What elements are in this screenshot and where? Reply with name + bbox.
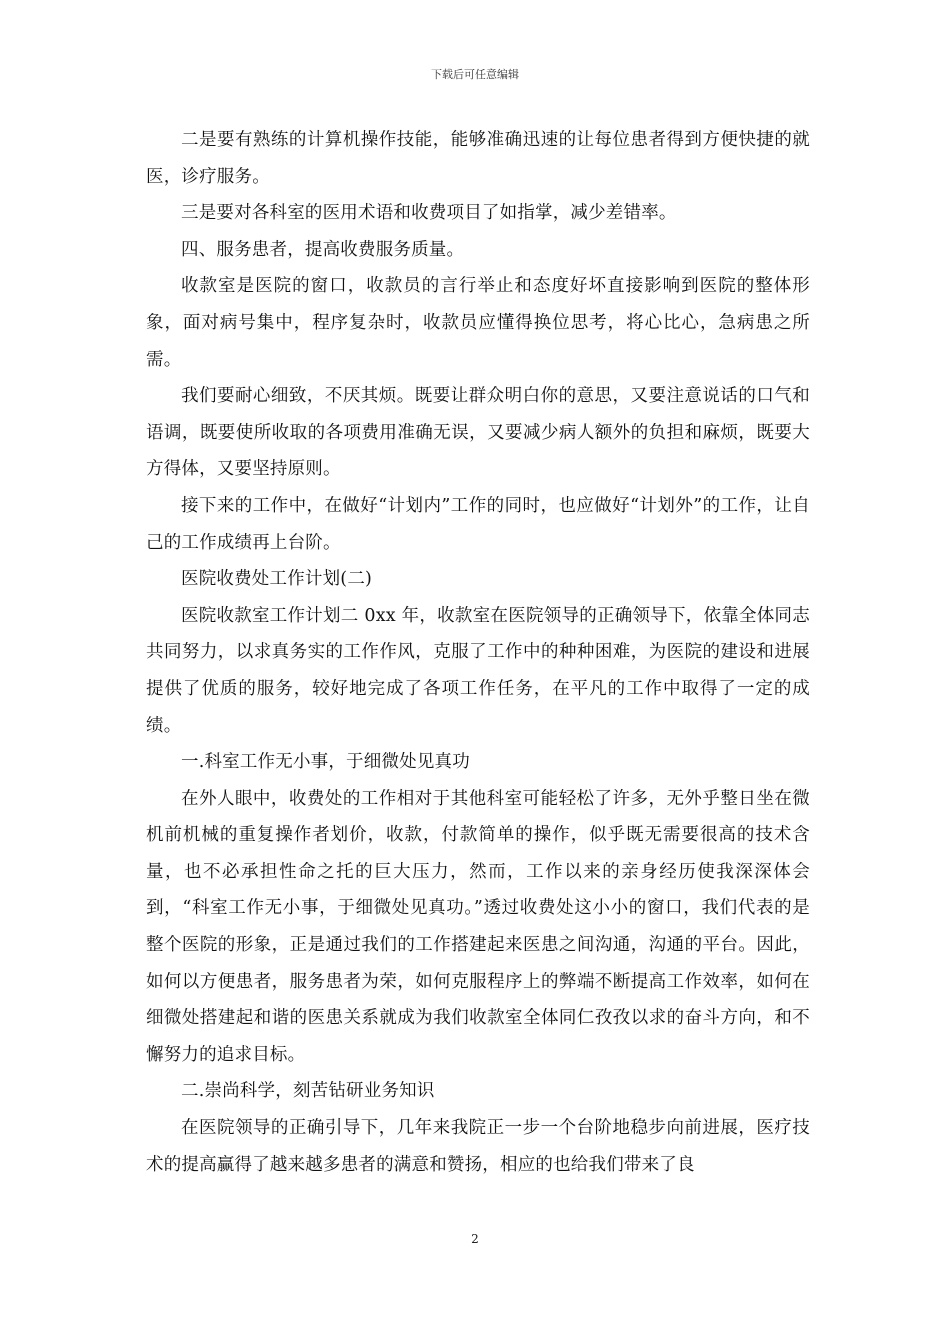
paragraph: 在医院领导的正确引导下，几年来我院正一步一个台阶地稳步向前进展，医疗技术的提高赢得了越来越多患者的满意和赞扬，相应的也给我们带来了良 bbox=[146, 1118, 810, 1175]
document-body bbox=[146, 122, 810, 1183]
paragraph: 二是要有熟练的计算机操作技能，能够准确迅速的让每位患者得到方便快捷的就医，诊疗服务。 bbox=[146, 130, 810, 187]
paragraph: 我们要耐心细致，不厌其烦。既要让群众明白你的意思，又要注意说话的口气和语调，既要使所收取的各项费用准确无误，又要减少病人额外的负担和麻烦，既要大方得体，又要坚持原则。 bbox=[146, 386, 810, 480]
paragraph: 三是要对各科室的医用术语和收费项目了如指掌，减少差错率。 bbox=[181, 203, 677, 224]
section-heading: 一.科室工作无小事，于细微处见真功 bbox=[181, 752, 470, 773]
paragraph: 在外人眼中，收费处的工作相对于其他科室可能轻松了许多，无外乎整日坐在微机前机械的重复操作者划价，收款，付款简单的操作，似乎既无需要很高的技术含量，也不必承担性命之托的巨大压力，然而，工作以来的亲身经历使我深深体会到，“科室工作无小事，于细微处见真功。”透过收费处这小小的窗口，我们代表的是整个医院的形象，正是通过我们的工作搭建起来医患之间沟通，沟通的平台。因此，如何以方便患者，服务患者为荣，如何克服程序上的弊端不断提高工作效率，如何在细微处搭建起和谐的医患关系就成为我们收款室全体同仁孜孜以求的奋斗方向，和不懈努力的追求目标。 bbox=[146, 788, 810, 1065]
page-header: 下载后可任意编辑 bbox=[431, 68, 519, 81]
section-heading: 二.崇尚科学，刻苦钻研业务知识 bbox=[181, 1081, 435, 1102]
paragraph: 收款室是医院的窗口，收款员的言行举止和态度好坏直接影响到医院的整体形象，面对病号集中，程序复杂时，收款员应懂得换位思考，将心比心，急病患之所需。 bbox=[146, 276, 810, 370]
page-number: 2 bbox=[471, 1232, 479, 1246]
section-heading: 四、服务患者，提高收费服务质量。 bbox=[181, 239, 465, 260]
section-title: 医院收费处工作计划(二) bbox=[181, 569, 373, 590]
paragraph: 接下来的工作中，在做好“计划内”工作的同时，也应做好“计划外”的工作，让自己的工作成绩再上台阶。 bbox=[146, 495, 810, 553]
paragraph: 医院收款室工作计划二 0xx 年，收款室在医院领导的正确领导下，依靠全体同志共同努力，以求真务实的工作作风，克服了工作中的种种困难，为医院的建设和进展提供了优质的服务，较好地完成了各项工作任务，在平凡的工作中取得了一定的成绩。 bbox=[146, 605, 810, 736]
